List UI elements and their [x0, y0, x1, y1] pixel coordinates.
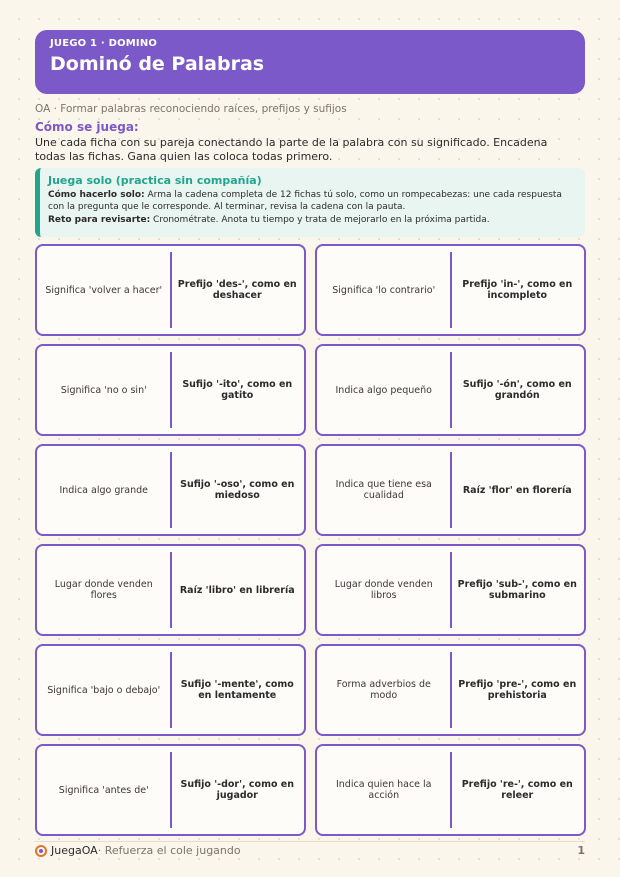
- tile-divider: [450, 252, 452, 328]
- tile-divider: [170, 552, 172, 628]
- tile-divider: [170, 252, 172, 328]
- tile-divider: [450, 752, 452, 828]
- domino-tile: [315, 544, 586, 636]
- tile-answer: Prefijo 're-', como en releer: [461, 779, 573, 801]
- tile-answer: Raíz 'flor' en florería: [462, 484, 572, 496]
- learning-objective: OA · Formar palabras reconociendo raíces, prefijos y sufijos: [35, 103, 347, 115]
- tile-clue: Significa 'lo contrario': [332, 284, 436, 296]
- solo-how: [48, 189, 577, 213]
- solo-challenge: [48, 214, 577, 226]
- howto-heading: Cómo se juega:: [35, 120, 139, 134]
- domino-tile: [35, 244, 306, 336]
- tile-clue: Indica que tiene esa cualidad: [335, 479, 432, 501]
- tile-clue: Significa 'bajo o debajo': [47, 684, 161, 696]
- tile-answer: Sufijo '-dor', como en jugador: [180, 779, 295, 801]
- tile-answer: Sufijo '-ito', como en gatito: [182, 379, 293, 401]
- title-banner: [35, 30, 585, 94]
- footer-divider: [35, 841, 585, 842]
- tile-clue: Forma adverbios de modo: [336, 679, 431, 701]
- solo-play-box: [35, 168, 585, 237]
- solo-challenge-text: Cronométrate. Anota tu tiempo y trata de mejorarlo en la próxima partida.: [150, 215, 490, 225]
- solo-how-label: Cómo hacerlo solo:: [48, 190, 145, 200]
- domino-tile: [315, 644, 586, 736]
- tile-clue: Indica quien hace la acción: [335, 779, 432, 801]
- domino-tile: [35, 744, 306, 836]
- tile-divider: [170, 452, 172, 528]
- brand-tagline: · Refuerza el cole jugando: [97, 844, 241, 857]
- tile-answer: Prefijo 'pre-', como en prehistoria: [458, 679, 577, 701]
- tile-answer: Sufijo '-ón', como en grandón: [462, 379, 572, 401]
- domino-tile: [35, 644, 306, 736]
- tile-answer: Prefijo 'sub-', como en submarino: [457, 579, 577, 601]
- domino-tile: [35, 444, 306, 536]
- page-title: Dominó de Palabras: [50, 53, 265, 75]
- tile-divider: [450, 552, 452, 628]
- solo-challenge-label: Reto para revisarte:: [48, 215, 151, 225]
- tile-answer: Prefijo 'des-', como en deshacer: [177, 279, 297, 301]
- domino-tile: [315, 344, 586, 436]
- domino-tile: [35, 344, 306, 436]
- domino-tile: [315, 444, 586, 536]
- tile-divider: [450, 352, 452, 428]
- tile-answer: Raíz 'libro' en librería: [179, 584, 295, 596]
- tile-divider: [450, 452, 452, 528]
- tile-divider: [450, 652, 452, 728]
- domino-tile: [315, 244, 586, 336]
- tile-clue: Significa 'no o sin': [60, 384, 147, 396]
- domino-tile: [35, 544, 306, 636]
- howto-text: Une cada ficha con su pareja conectando la parte de la palabra con su significado. Encadena todas las fichas. Gana quien las coloca todas primero.: [35, 136, 548, 163]
- tile-clue: Lugar donde venden flores: [54, 579, 153, 601]
- tile-clue: Indica algo pequeño: [335, 384, 432, 396]
- game-kicker: JUEGO 1 · DOMINO: [50, 38, 158, 49]
- tile-divider: [170, 752, 172, 828]
- solo-heading: Juega solo (practica sin compañía): [48, 174, 262, 187]
- tile-clue: Indica algo grande: [59, 484, 149, 496]
- tile-answer: Sufijo '-oso', como en miedoso: [180, 479, 295, 501]
- page-number: 1: [577, 844, 585, 857]
- tile-clue: Lugar donde venden libros: [334, 579, 433, 601]
- brand-name: JuegaOA: [51, 844, 98, 857]
- domino-grid: [35, 244, 586, 836]
- footer-brand: [35, 844, 241, 857]
- tile-divider: [170, 652, 172, 728]
- tile-answer: Prefijo 'in-', como en incompleto: [462, 279, 573, 301]
- tile-divider: [170, 352, 172, 428]
- solo-how-text: Arma la cadena completa de 12 fichas tú solo, como un rompecabezas: une cada respuesta con la pregunta que le corresponde. Al terminar, revisa la cadena con la pauta.: [48, 190, 562, 212]
- domino-tile: [315, 744, 586, 836]
- juegaoa-logo-icon: [35, 845, 47, 857]
- tile-answer: Sufijo '-mente', como en lentamente: [180, 679, 294, 701]
- tile-clue: Significa 'volver a hacer': [45, 284, 163, 296]
- tile-clue: Significa 'antes de': [58, 784, 149, 796]
